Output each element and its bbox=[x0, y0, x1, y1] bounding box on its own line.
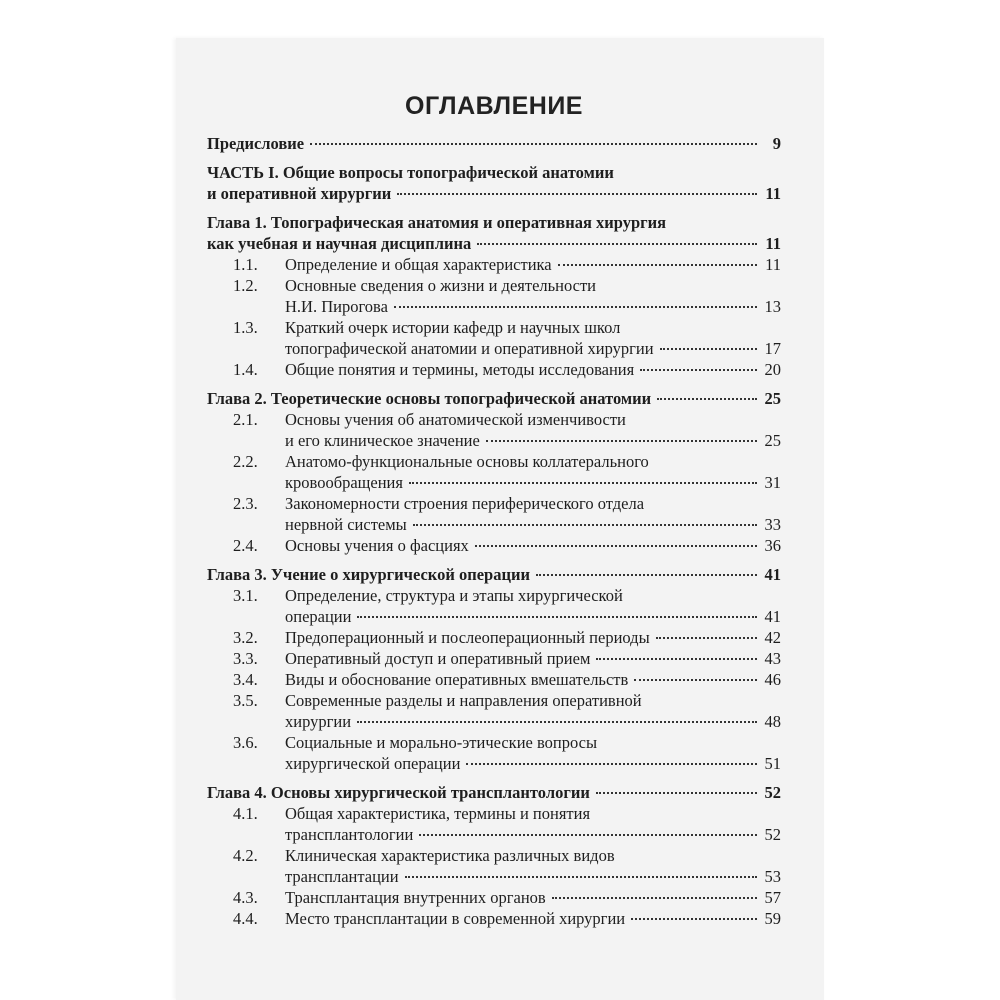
section-number: 3.1. bbox=[233, 586, 258, 605]
section-number: 1.1. bbox=[233, 255, 258, 274]
page-number: 48 bbox=[764, 712, 781, 731]
section-number: 3.2. bbox=[233, 628, 258, 647]
page-number: 42 bbox=[764, 628, 781, 647]
page-number: 17 bbox=[764, 339, 781, 358]
toc-section bbox=[207, 317, 781, 359]
toc-section bbox=[207, 669, 781, 690]
page-number: 59 bbox=[764, 909, 781, 928]
entry-title-line: Основы учения о фасциях bbox=[285, 536, 469, 555]
dot-leader bbox=[419, 834, 757, 836]
page-number: 11 bbox=[765, 184, 781, 203]
page-number: 25 bbox=[764, 389, 781, 408]
dot-leader bbox=[631, 918, 757, 920]
page-number: 11 bbox=[765, 234, 781, 253]
page-number: 33 bbox=[764, 515, 781, 534]
entry-title-line: Оперативный доступ и оперативный прием bbox=[285, 649, 591, 668]
toc-section bbox=[207, 493, 781, 535]
toc-section bbox=[207, 803, 781, 845]
entry-title-line: Место трансплантации в современной хирургии bbox=[285, 909, 626, 928]
entry-title-line: трансплантации bbox=[285, 867, 399, 886]
toc-heading bbox=[207, 212, 781, 254]
page-number: 51 bbox=[764, 754, 781, 773]
dot-leader bbox=[477, 243, 757, 245]
entry-title-line: топографической анатомии и оперативной хирургии bbox=[285, 339, 654, 358]
entry-title-line: Определение, структура и этапы хирургической bbox=[285, 586, 623, 605]
section-number: 2.1. bbox=[233, 410, 258, 429]
entry-title-line: Трансплантация внутренних органов bbox=[285, 888, 546, 907]
table-of-contents bbox=[207, 92, 781, 929]
section-number: 2.3. bbox=[233, 494, 258, 513]
page-number: 41 bbox=[764, 565, 781, 584]
entry-title-line: кровообращения bbox=[285, 473, 403, 492]
section-number: 3.5. bbox=[233, 691, 258, 710]
dot-leader bbox=[394, 306, 757, 308]
entry-title-line: Краткий очерк истории кафедр и научных школ bbox=[285, 318, 621, 337]
section-number: 3.6. bbox=[233, 733, 258, 752]
section-number: 1.3. bbox=[233, 318, 258, 337]
entry-title-line: Глава 1. Топографическая анатомия и оперативная хирургия bbox=[207, 213, 667, 232]
page-number: 36 bbox=[764, 536, 781, 555]
entry-title-line: Клиническая характеристика различных видов bbox=[285, 846, 615, 865]
dot-leader bbox=[486, 440, 757, 442]
dot-leader bbox=[656, 637, 757, 639]
section-number: 1.4. bbox=[233, 360, 258, 379]
section-number: 4.2. bbox=[233, 846, 258, 865]
entry-title-line: Основы учения об анатомической изменчивости bbox=[285, 410, 626, 429]
entry-title-line: Закономерности строения периферического отдела bbox=[285, 494, 645, 513]
dot-leader bbox=[409, 482, 757, 484]
entry-title-line: Определение и общая характеристика bbox=[285, 255, 552, 274]
page-number: 41 bbox=[764, 607, 781, 626]
section-number: 2.2. bbox=[233, 452, 258, 471]
entry-title-line: Предоперационный и послеоперационный периоды bbox=[285, 628, 650, 647]
dot-leader bbox=[357, 616, 757, 618]
dot-leader bbox=[634, 679, 757, 681]
entry-title-line: ЧАСТЬ I. Общие вопросы топографической анатомии bbox=[207, 163, 614, 182]
toc-heading bbox=[207, 782, 781, 803]
page-title: ОГЛАВЛЕНИЕ bbox=[405, 92, 583, 120]
entry-title-line: хирургической операции bbox=[285, 754, 461, 773]
section-number: 3.4. bbox=[233, 670, 258, 689]
dot-leader bbox=[660, 348, 757, 350]
dot-leader bbox=[552, 897, 757, 899]
section-number: 3.3. bbox=[233, 649, 258, 668]
toc-section bbox=[207, 535, 781, 556]
section-number: 4.4. bbox=[233, 909, 258, 928]
dot-leader bbox=[413, 524, 757, 526]
section-number: 4.3. bbox=[233, 888, 258, 907]
entry-title-line: Н.И. Пирогова bbox=[285, 297, 388, 316]
page-number: 52 bbox=[764, 825, 781, 844]
toc-heading bbox=[207, 388, 781, 409]
entry-title-line: Основные сведения о жизни и деятельности bbox=[285, 276, 597, 295]
toc-heading bbox=[207, 564, 781, 585]
dot-leader bbox=[536, 574, 757, 576]
entry-title-line: Виды и обоснование оперативных вмешательств bbox=[285, 670, 629, 689]
entry-title-line: Анатомо-функциональные основы коллатерального bbox=[285, 452, 649, 471]
entry-title-line: Предисловие bbox=[207, 134, 305, 153]
dot-leader bbox=[640, 369, 757, 371]
toc-section bbox=[207, 254, 781, 275]
page-number: 52 bbox=[764, 783, 781, 802]
toc-entries bbox=[207, 133, 781, 929]
dot-leader bbox=[558, 264, 757, 266]
entry-title-line: нервной системы bbox=[285, 515, 407, 534]
entry-title-line: Глава 3. Учение о хирургической операции bbox=[207, 565, 530, 584]
dot-leader bbox=[466, 763, 757, 765]
dot-leader bbox=[596, 658, 757, 660]
page-number: 31 bbox=[764, 473, 781, 492]
entry-title-line: Социальные и морально-этические вопросы bbox=[285, 733, 598, 752]
dot-leader bbox=[357, 721, 757, 723]
entry-title-line: хирургии bbox=[285, 712, 352, 731]
entry-title-line: и его клиническое значение bbox=[285, 431, 480, 450]
toc-section bbox=[207, 648, 781, 669]
toc-section bbox=[207, 732, 781, 774]
section-number: 4.1. bbox=[233, 804, 258, 823]
entry-title-line: Современные разделы и направления оперативной bbox=[285, 691, 642, 710]
entry-title-line: операции bbox=[285, 607, 352, 626]
dot-leader bbox=[657, 398, 757, 400]
page-number: 46 bbox=[764, 670, 781, 689]
toc-section bbox=[207, 627, 781, 648]
page-number: 43 bbox=[764, 649, 781, 668]
toc-section bbox=[207, 359, 781, 380]
toc-section bbox=[207, 451, 781, 493]
dot-leader bbox=[475, 545, 757, 547]
entry-title-line: трансплантологии bbox=[285, 825, 414, 844]
entry-title-line: как учебная и научная дисциплина bbox=[207, 234, 472, 253]
dot-leader bbox=[397, 193, 757, 195]
toc-section bbox=[207, 585, 781, 627]
toc-section bbox=[207, 908, 781, 929]
toc-section bbox=[207, 275, 781, 317]
entry-title-line: Общая характеристика, термины и понятия bbox=[285, 804, 591, 823]
page-number: 13 bbox=[764, 297, 781, 316]
entry-title-line: Глава 2. Теоретические основы топографической анатомии bbox=[207, 389, 652, 408]
page-number: 11 bbox=[765, 255, 781, 274]
page-number: 20 bbox=[764, 360, 781, 379]
dot-leader bbox=[596, 792, 757, 794]
page-number: 25 bbox=[764, 431, 781, 450]
page-number: 53 bbox=[764, 867, 781, 886]
dot-leader bbox=[310, 143, 757, 145]
page-number: 57 bbox=[764, 888, 781, 907]
toc-section bbox=[207, 845, 781, 887]
section-number: 1.2. bbox=[233, 276, 258, 295]
toc-section bbox=[207, 409, 781, 451]
toc-section bbox=[207, 887, 781, 908]
dot-leader bbox=[405, 876, 757, 878]
entry-title-line: Общие понятия и термины, методы исследования bbox=[285, 360, 635, 379]
section-number: 2.4. bbox=[233, 536, 258, 555]
toc-heading bbox=[207, 133, 781, 154]
toc-section bbox=[207, 690, 781, 732]
entry-title-line: Глава 4. Основы хирургической трансплантологии bbox=[207, 783, 590, 802]
entry-title-line: и оперативной хирургии bbox=[207, 184, 392, 203]
page-number: 9 bbox=[772, 134, 781, 153]
toc-heading bbox=[207, 162, 781, 204]
